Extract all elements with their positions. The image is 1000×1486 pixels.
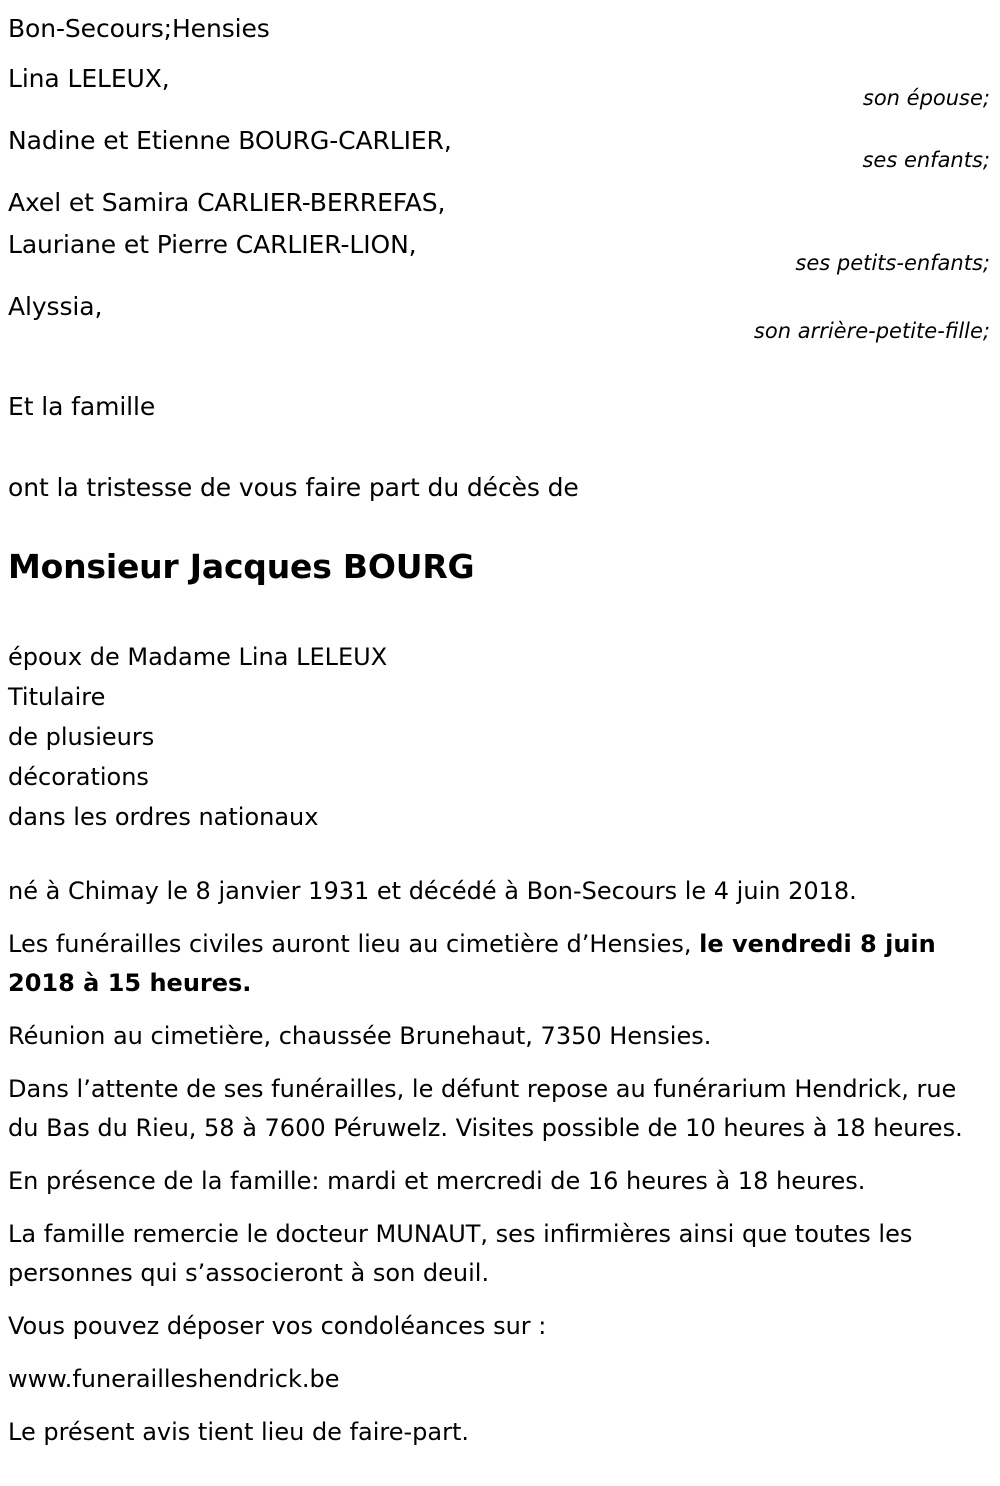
relation-great-granddaughter: son arrière-petite-fille; xyxy=(753,319,990,343)
funeral-text-normal: Les funérailles civiles auront lieu au cimetière d’Hensies, xyxy=(8,930,700,958)
family-member-rest-of-family: Et la famille xyxy=(8,392,156,421)
relation-spouse: son épouse; xyxy=(862,86,990,110)
title-line-holder: Titulaire xyxy=(8,683,106,711)
paragraph-meeting: Réunion au cimetière, chaussée Brunehaut, 7350 Hensies. xyxy=(8,1022,712,1050)
family-member-great-granddaughter: Alyssia, xyxy=(8,292,103,321)
paragraph-funerarium: Dans l’attente de ses funérailles, le défunt repose au funérarium Hendrick, rue du Bas du Rieu, 58 à 7600 Péruwelz. Visites possible de 10 heures à 18 heures. xyxy=(8,1075,963,1142)
condolences-website-link[interactable]: www.funerailleshendrick.be xyxy=(8,1365,340,1393)
family-relations-block xyxy=(0,0,1000,520)
title-line-of-several: de plusieurs xyxy=(8,723,155,751)
family-member-spouse: Lina LELEUX, xyxy=(8,64,170,93)
title-line-national-orders: dans les ordres nationaux xyxy=(8,803,319,831)
body-text-block xyxy=(0,872,1000,1452)
family-member-grandchild-1: Axel et Samira CARLIER-BERREFAS, xyxy=(8,188,446,217)
relation-children: ses enfants; xyxy=(862,148,990,172)
paragraph-birth-death: né à Chimay le 8 janvier 1931 et décédé à Bon-Secours le 4 juin 2018. xyxy=(8,877,857,905)
paragraph-condolences-intro: Vous pouvez déposer vos condoléances sur : xyxy=(8,1312,547,1340)
title-line-spouse-of: époux de Madame Lina LELEUX xyxy=(8,643,388,671)
announcement-lead: ont la tristesse de vous faire part du décès de xyxy=(8,473,579,502)
titles-block xyxy=(0,637,387,837)
locality-line: Bon-Secours;Hensies xyxy=(8,14,270,43)
paragraph-family-presence: En présence de la famille: mardi et mercredi de 16 heures à 18 heures. xyxy=(8,1167,866,1195)
paragraph-funeral xyxy=(0,925,1000,1003)
family-member-grandchild-2: Lauriane et Pierre CARLIER-LION, xyxy=(8,230,417,259)
paragraph-thanks: La famille remercie le docteur MUNAUT, ses infirmières ainsi que toutes les personnes qui s’associeront à son deuil. xyxy=(8,1220,913,1287)
family-member-children: Nadine et Etienne BOURG-CARLIER, xyxy=(8,126,452,155)
title-line-decorations: décorations xyxy=(8,763,149,791)
deceased-name: Monsieur Jacques BOURG xyxy=(8,547,475,586)
relation-grandchildren: ses petits-enfants; xyxy=(795,251,990,275)
funeral-text-bold: le vendredi 8 juin 2018 à 15 heures. xyxy=(8,930,936,997)
paragraph-legal-notice: Le présent avis tient lieu de faire-part. xyxy=(8,1418,470,1446)
